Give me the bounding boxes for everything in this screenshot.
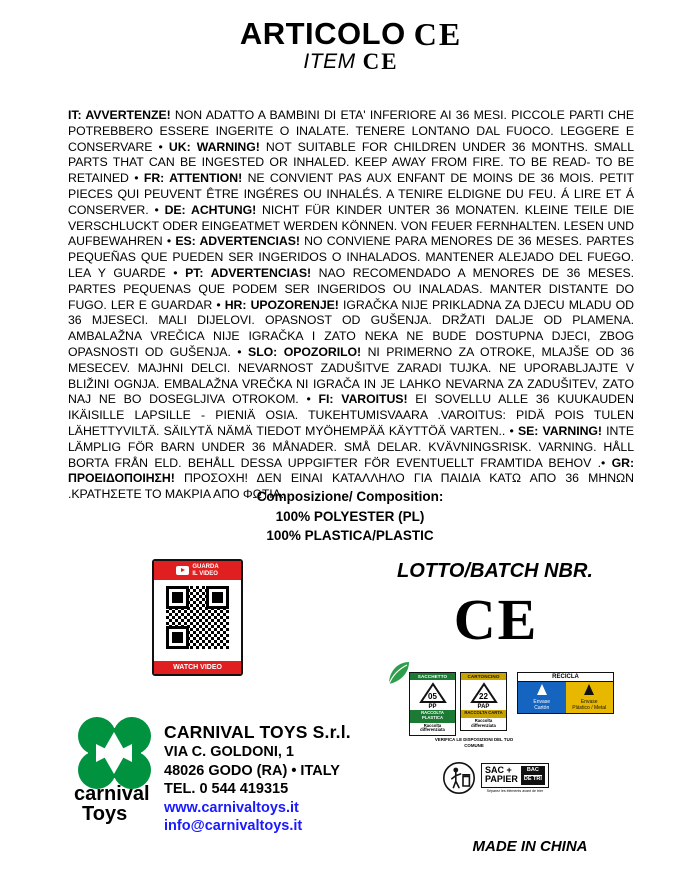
watch-video-label: WATCH VIDEO (154, 661, 241, 674)
item-row (0, 50, 700, 74)
recycling-plastic-bag-symbol (409, 672, 456, 736)
recycling-cardboard-symbol (460, 672, 507, 731)
item-label: ITEM (303, 50, 356, 73)
tidyman-bin-icon (443, 762, 475, 794)
company-name: CARNIVAL TOYS S.r.l. (164, 722, 351, 742)
company-address: VIA C. GOLDONI, 1 (164, 744, 294, 760)
paper-material: PAP (477, 704, 490, 710)
paper-footer-2: Raccolta differenziata (471, 717, 496, 728)
recicla-carton-line1: Envase (533, 699, 551, 705)
guarda-label: GUARDA (192, 564, 219, 571)
recicla-columns (518, 682, 613, 713)
batch-number-label: LOTTO/BATCH NBR. (397, 560, 593, 582)
paper-footer-1: RACCOLTA CARTA (461, 710, 506, 718)
plastic-material: PP (428, 704, 437, 710)
qr-eye-bottom-left (166, 626, 189, 649)
company-block (72, 716, 372, 836)
recicla-carton-line2: Cartón (534, 705, 550, 711)
play-icon (176, 566, 189, 575)
cartoncino-label: CARTONCINO (461, 673, 506, 680)
ce-mark-icon (413, 15, 461, 52)
youtube-badge-header (154, 561, 241, 580)
recicla-plastic-column (566, 682, 614, 713)
plastic-footer-1: RACCOLTA PLASTICA (410, 710, 455, 723)
qr-eye-top-left (166, 586, 189, 609)
articolo-label: ARTICOLO (239, 16, 406, 51)
recicla-plastic-line1: Envase (580, 699, 598, 705)
svg-text:carnival: carnival (74, 783, 150, 805)
sac-line2: PAPIER (485, 774, 518, 785)
verify-disposal-note: VERIFICA LE DISPOSIZIONI DEL TUO COMUNE (434, 737, 514, 748)
svg-text:Toys: Toys (82, 803, 128, 825)
bac-de-tri-badge (521, 766, 545, 785)
header (0, 0, 700, 74)
composition-title: Composizione/ Composition: (256, 489, 444, 504)
recicla-plastic-line2: Plástico / Metal (572, 705, 607, 711)
recicla-header: RECICLA (518, 673, 613, 682)
bac-line2: DE TRI (523, 775, 542, 782)
clover-logo-icon (72, 716, 156, 826)
ce-mark-small-icon (362, 48, 397, 74)
recycling-row-top (405, 672, 635, 736)
sac-line1: SAC + (485, 765, 512, 776)
sac-papier-note: Séparez les éléments avant de trier (486, 788, 544, 793)
ce-e-glyph-large: E (497, 587, 537, 652)
recycling-row-bottom (443, 762, 635, 794)
paper-code: 22 (479, 691, 488, 701)
recicla-carton-column (518, 682, 566, 713)
company-city: 48026 GODO (RA) • ITALY (164, 762, 340, 779)
company-telephone: TEL. 0 544 419315 (164, 781, 289, 798)
articolo-row (0, 16, 700, 52)
youtube-badge-header-text (192, 564, 218, 577)
ce-c-glyph: C (413, 15, 437, 52)
ce-c-glyph-large: C (453, 587, 496, 652)
bac-line1: BAC (526, 767, 539, 774)
composition-line-1: 100% POLYESTER (PL) (275, 508, 425, 524)
ce-e-glyph-small: E (381, 48, 397, 74)
ce-e-glyph: E (438, 15, 461, 52)
sac-papier-text (485, 766, 518, 784)
ce-c-glyph-small: C (362, 48, 380, 74)
watch-video-qr-badge[interactable] (152, 559, 243, 676)
made-in-label: MADE IN CHINA (472, 838, 588, 855)
plastic-triangle (410, 680, 455, 706)
carnival-toys-logo (72, 716, 156, 826)
green-leaf-icon (385, 660, 411, 686)
ce-mark-large-icon (360, 587, 630, 652)
il-video-label: IL VIDEO (192, 570, 218, 577)
plastic-code: 05 (428, 691, 437, 701)
composition-block (0, 487, 700, 546)
recycling-symbols-block (405, 672, 635, 794)
recicla-symbol (517, 672, 614, 714)
paper-triangle (461, 680, 506, 706)
plastic-footer-2: Raccolta differenziata (420, 722, 445, 733)
composition-line-2: 100% PLASTICA/PLASTIC (266, 528, 434, 544)
multilingual-warnings-text: IT: AVVERTENZE! NON ADATTO A BAMBINI DI ETA' INFERIORE AI 36 MESI. PICCOLE PARTI CHE POTREBBERO ESSERE INGERITE O INALATE. TENERE LONTANO DAL FUOCO. LEGGERE E CONSERVARE • UK: WARNING! NOT SUITABLE FOR CHILDREN UNDER 36 MONTHS. SMALL PARTS THAT CAN BE INGESTED OR INHALED. KEEP AWAY FROM FIRE. TO BE READ- TO BE RETAINED • FR: ATTENTION! NE CONVIENT PAS AUX ENFANT DE MOINS DE 36 MOIS. PETIT PIECES QUI PEUVENT ÊTRE INGÉRES OU INHALÉS. A TENIRE ELDIGNE DU FEU. Á LIRE ET Á CONSERVER. • DE: ACHTUNG! NICHT FÜR KINDER UNTER 36 MONATEN. KLEINE TEILE DIE VERSCHLUCKT ODER EINGEATMET WERDEN KÖNNEN. VON FEUER FERNHALTEN. LESEN UND AUFBEWAHREN • ES: ADVERTENCIAS! NO CONVIENE PARA MENORES DE 36 MESES. PARTES PEQUEÑAS QUE PUEDEN SER INGERIDOS O INHALADOS. MANTENER ALEJADO DEL FUEGO. LEA Y GUARDE • PT: ADVERTENCIAS! NAO RECOMENDADO A MENORES DE 36 MESES. PARTES PEQUENAS QUE PODEM SER INGERIDOS OU INALADAS. MANTER DISTANTE DO FUGO. LER E GUARDAR • HR: UPOZORENJE! IGRAČKA NIJE PRIKLADNA ZA DJECU MLADU OD 36 MJESECI. MALI DIJELOVI. OPASNOST OD GUŠENJA. DRŽATI DALJE OD PLAMENA. AMBALAŽNA VREČICA NIJE IGRAČKA I ZATO NEKA NE BUDE DOSTUPNA DJECI, ZBOG OPASNOSTI OD GUŠENJA. • SLO: OPOZORILO! NI PRIMERNO ZA OTROKE, MLAJŠE OD 36 MESECEV. MAJHNI DELCI. NEVARNOST ZADUŠITVE ZARADI TUJKA. NE UPORABLJAJTE V BLIŽINI OGNJA. EMBALAŽNA VREČKA NI IGRAČA IN JE LAHKO NEVARNA ZA ZADUŠITEV, ZATO NAJ NE BO DOSEGLJIVA OTROKOM. • FI: VAROITUS! EI SOVELLU ALLE 36 KUUKAUDEN IKÄISILLE LAPSILLE - PIENIÄ OSIA. TUKEHTUMISVAARA .VAROITUS: PIDÄ POIS TULEN LÄHETTYVILTÄ. SÄILYTÄ NÄMÄ TIEDOT MYÖHEMPÄÄ KÄYTTÖÄ VARTEN.. • SE: VARNING! INTE LÄMPLIG FÖR BARN UNDER 36 MÅNADER. SMÅ DELAR. KVÄVNINGSRISK. VARNING. HÅLL BORTA FRÅN ELD. BEHÅLL DESSA UPPGIFTER FÖR EVENTUELLT FRAMTIDA BEHOV .• GR: ΠΡΟΕΙΔΟΠΟΙΗΣΗ! ΠΡΟΣΟΧΗ! ΔΕΝ ΕΙΝΑΙ ΚΑΤΑΛΛΗΛΟ ΓΙΑ ΠΑΙΔΙΑ ΚΑΤΩ ΑΠΟ 36 ΜΗΝΩΝ .ΚΡΑΤΗΣΕΤΕ ΤΟ ΜΑΚΡΙΑ ΑΠΟ ΦΩΤΙΑ. (68, 108, 635, 502)
company-details (164, 716, 351, 836)
sac-papier-symbol (481, 763, 549, 788)
qr-code-icon[interactable] (166, 586, 229, 649)
sacchetto-label: SACCHETTO (410, 673, 455, 680)
qr-eye-top-right (206, 586, 229, 609)
company-website[interactable]: www.carnivaltoys.it (164, 799, 299, 816)
recycle-bin-icon-blue (535, 683, 549, 697)
company-email[interactable]: info@carnivaltoys.it (164, 818, 303, 835)
recycle-bin-icon-yellow (582, 683, 596, 697)
